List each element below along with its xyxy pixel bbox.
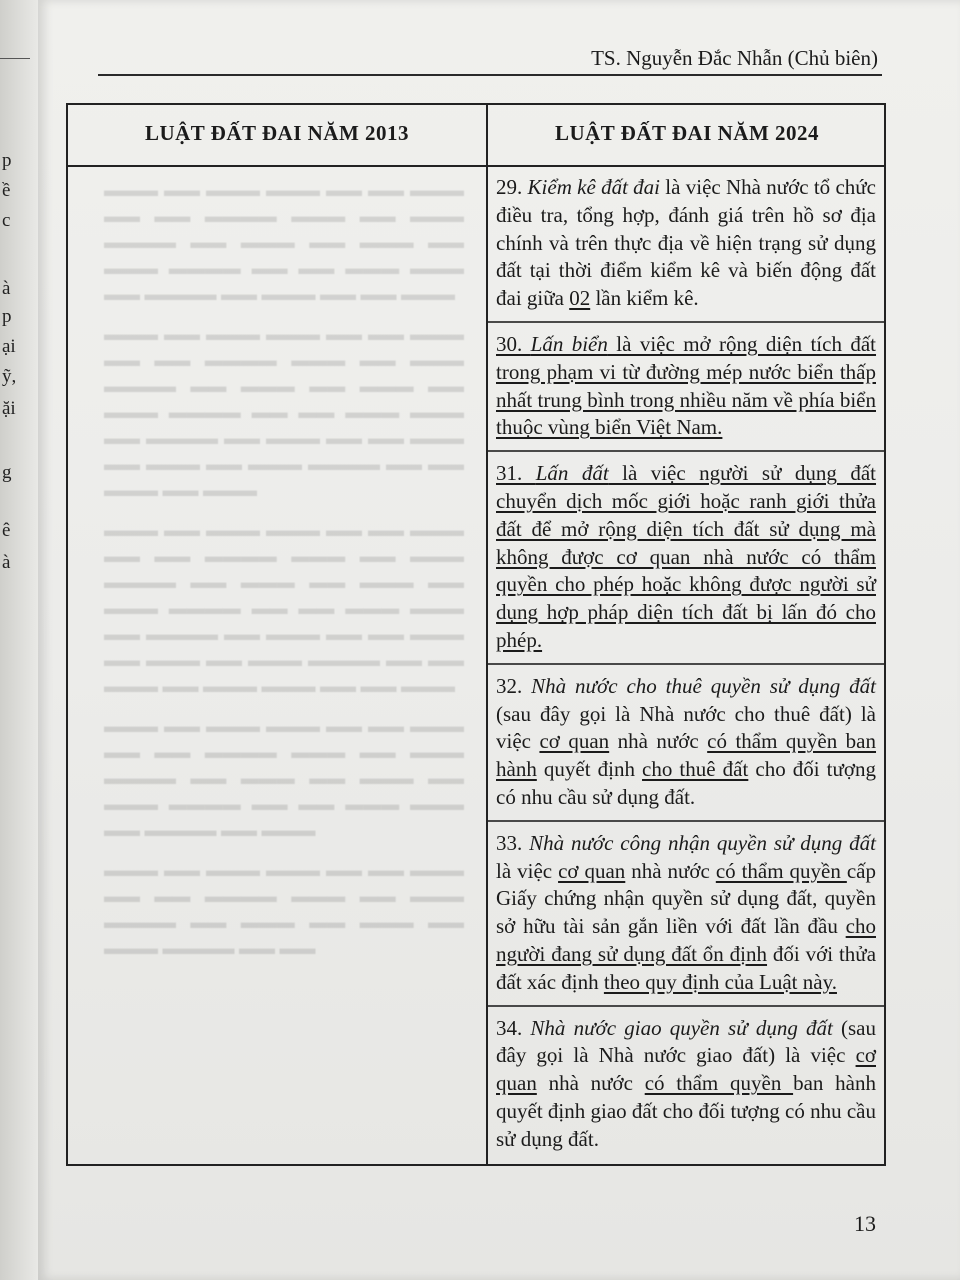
- definition-30: 30. Lấn biển là việc mở rộng diện tích đất trong phạm vi từ đường mép nước biển thấp nhất trung bình trong nhiều năm về phía biển thuộc vùng biển Việt Nam.: [496, 331, 877, 440]
- adjacent-page-edge: p ề c à p ại ỹ, ặi g ê à: [0, 0, 38, 1280]
- header-rule: [98, 74, 882, 76]
- row-separator: [488, 1005, 884, 1007]
- comparison-table: [66, 103, 886, 1166]
- running-head: TS. Nguyễn Đắc Nhẫn (Chủ biên): [591, 46, 878, 70]
- header-row-rule: [68, 165, 884, 167]
- page-number: 13: [854, 1211, 876, 1236]
- bleed-through-text: ▬▬▬ ▬▬ ▬▬▬ ▬▬▬ ▬▬ ▬▬ ▬▬▬ ▬▬ ▬▬ ▬▬▬▬ ▬▬▬ ▬▬ ▬▬▬ ▬▬▬▬ ▬▬ ▬▬▬ ▬▬ ▬▬▬ ▬▬ ▬▬▬ ▬▬▬▬ ▬▬ ▬▬ ▬▬▬ ▬▬▬ ▬▬ ▬▬▬▬ ▬▬ ▬▬▬ ▬▬ ▬▬ ▬▬▬ ▬▬▬ ▬▬ ▬▬▬ ▬▬▬ ▬▬ ▬▬ ▬▬▬ ▬▬ ▬▬ ▬▬▬▬ ▬▬▬ ▬▬ ▬▬▬ ▬▬▬▬ ▬▬ ▬▬▬ ▬▬ ▬▬▬ ▬▬ ▬▬▬ ▬▬▬▬ ▬▬ ▬▬ ▬▬▬ ▬▬▬ ▬▬ ▬▬▬▬ ▬▬ ▬▬▬ ▬▬ ▬▬ ▬▬▬ ▬▬ ▬▬▬ ▬▬ ▬▬▬ ▬▬▬▬ ▬▬ ▬▬ ▬▬▬ ▬▬ ▬▬▬ ▬▬▬ ▬▬ ▬▬▬ ▬▬▬ ▬▬ ▬▬ ▬▬▬ ▬▬ ▬▬ ▬▬▬▬ ▬▬▬ ▬▬ ▬▬▬ ▬▬▬▬ ▬▬ ▬▬▬ ▬▬ ▬▬▬ ▬▬ ▬▬▬ ▬▬▬▬ ▬▬ ▬▬ ▬▬▬ ▬▬▬ ▬▬ ▬▬▬▬ ▬▬ ▬▬▬ ▬▬ ▬▬ ▬▬▬ ▬▬ ▬▬▬ ▬▬ ▬▬▬ ▬▬▬▬ ▬▬ ▬▬ ▬▬▬ ▬▬ ▬▬▬ ▬▬▬ ▬▬ ▬▬ ▬▬▬ ▬▬▬ ▬▬ ▬▬▬ ▬▬▬ ▬▬ ▬▬ ▬▬▬ ▬▬ ▬▬ ▬▬▬▬ ▬▬▬ ▬▬ ▬▬▬ ▬▬▬▬ ▬▬ ▬▬▬ ▬▬ ▬▬▬ ▬▬ ▬▬▬ ▬▬▬▬ ▬▬ ▬▬ ▬▬▬ ▬▬▬ ▬▬ ▬▬▬▬ ▬▬ ▬▬▬ ▬▬▬ ▬▬ ▬▬▬ ▬▬▬ ▬▬ ▬▬ ▬▬▬ ▬▬ ▬▬ ▬▬▬▬ ▬▬▬ ▬▬ ▬▬▬ ▬▬▬▬ ▬▬ ▬▬▬ ▬▬ ▬▬▬ ▬▬ ▬▬▬ ▬▬▬▬ ▬▬ ▬▬: [104, 180, 464, 958]
- definition-33: 33. Nhà nước công nhận quyền sử dụng đất là việc cơ quan nhà nước có thẩm quyền cấp Giấy chứng nhận quyền sử dụng đất, quyền sở hữu tài sản gắn liền với đất lần đầu cho người đang sử dụng đất ổn định đối với thửa đất xác định theo quy định của Luật này.: [496, 830, 877, 994]
- definition-29: 29. Kiểm kê đất đai là việc Nhà nước tổ chức điều tra, tổng hợp, đánh giá trên hồ sơ địa chính và trên thực địa về hiện trạng sử dụng đất tại thời điểm kiểm kê và biến động đất đai giữa 02 lần kiểm kê.: [496, 175, 876, 311]
- definition-34: 34. Nhà nước giao quyền sử dụng đất (sau đây gọi là Nhà nước giao đất) là việc cơ quan nhà nước có thẩm quyền ban hành quyết định giao đất cho đối tượng có nhu cầu sử dụng đất.: [496, 1015, 876, 1151]
- column-header-2024: LUẬT ĐẤT ĐAI NĂM 2024: [554, 121, 820, 145]
- column-header-2013: LUẬT ĐẤT ĐAI NĂM 2013: [144, 121, 410, 145]
- row-separator: [488, 321, 884, 323]
- definition-31: 31. Lấn đất là việc người sử dụng đất chuyển dịch mốc giới hoặc ranh giới thửa đất để mở rộng diện tích đất sử dụng mà không được cơ quan nhà nước có thẩm quyền cho phép hoặc không được người sử dụng hợp pháp diện tích đất bị lấn đó cho phép.: [496, 461, 877, 652]
- row-separator: [488, 820, 884, 822]
- definition-32: 32. Nhà nước cho thuê quyền sử dụng đất (sau đây gọi là Nhà nước cho thuê đất) là việc cơ quan nhà nước có thẩm quyền ban hành quyết định cho thuê đất cho đối tượng có nhu cầu sử dụng đất.: [496, 673, 877, 809]
- cell-2024-definitions: [496, 174, 876, 1154]
- book-page: [38, 0, 960, 1280]
- row-separator: [488, 663, 884, 665]
- row-separator: [488, 450, 884, 452]
